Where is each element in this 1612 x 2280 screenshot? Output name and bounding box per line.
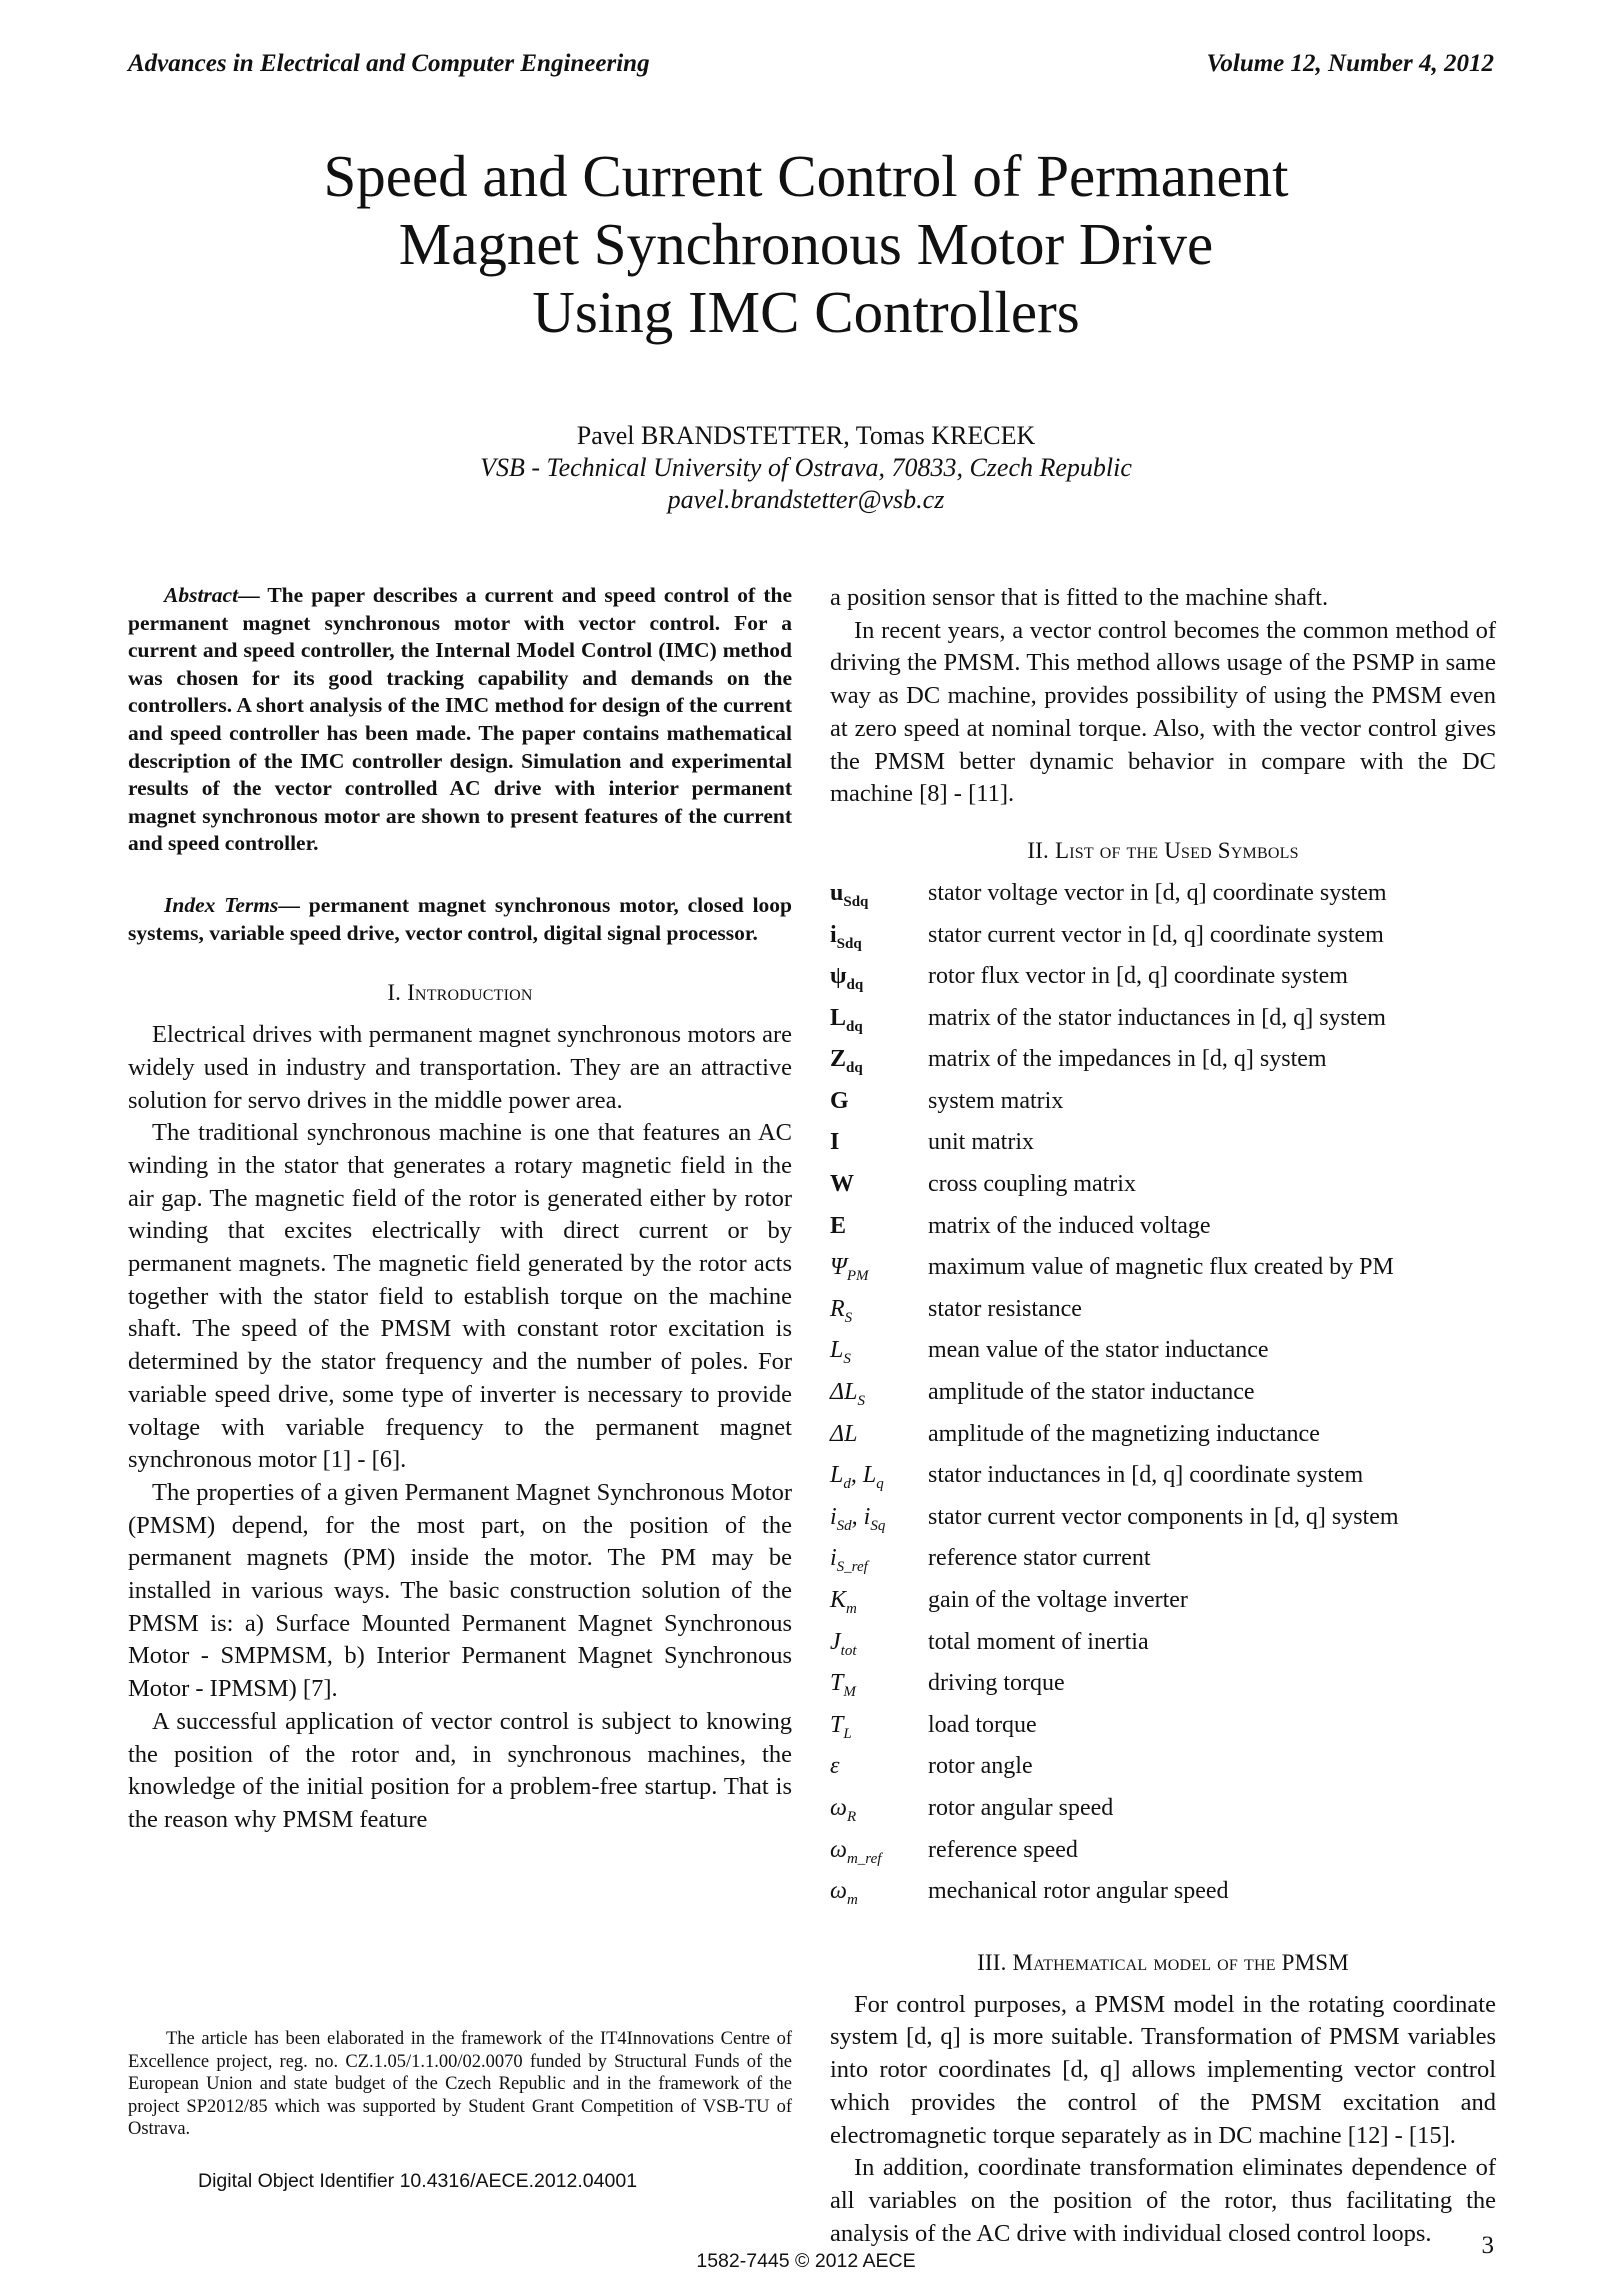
right-column <box>830 582 1496 2250</box>
symbol: G <box>830 1087 849 1114</box>
symbol: $i_{S\_ref}$ <box>830 1545 868 1576</box>
symbol-row <box>830 1002 1496 1044</box>
abstract-text: — The paper describes a current and speed control of the permanent magnet synchronous motor with vector control. For a current and speed controller, the Internal Model Control (IMC) method was chosen for its good tracking capability and demands on the controllers. A short analysis of the IMC method for design of the current and speed controller has been made. The paper contains mathematical description of the IMC controller design. Simulation and experimental results of the vector controlled AC drive with interior permanent magnet synchronous motor are shown to present features of the current and speed controller. <box>128 583 792 856</box>
symbol-definition: matrix of the impedances in [d, q] system <box>928 1046 1327 1073</box>
doi[interactable]: Digital Object Identifier 10.4316/AECE.2012.04001 <box>198 2170 638 2192</box>
symbol-definition: maximum value of magnetic flux created by PM <box>928 1254 1394 1281</box>
symbol: $L_S$ <box>830 1337 851 1368</box>
symbol-definition: stator current vector components in [d, q] system <box>928 1503 1399 1530</box>
symbol: $J_{tot}$ <box>830 1628 857 1659</box>
symbol-definition: matrix of the stator inductances in [d, q] system <box>928 1004 1386 1031</box>
symbol-definition: gain of the voltage inverter <box>928 1587 1188 1614</box>
paper-title <box>0 142 1612 346</box>
symbol: ΔL <box>830 1420 858 1447</box>
symbol-row <box>830 1210 1496 1252</box>
symbol: $i_{Sdq}$ <box>830 921 862 952</box>
symbol-row <box>830 1875 1496 1917</box>
symbol-definition: stator resistance <box>928 1295 1082 1322</box>
symbol-row <box>830 1750 1496 1792</box>
journal-name: Advances in Electrical and Computer Engineering <box>128 50 650 77</box>
symbol-row <box>830 1251 1496 1293</box>
volume-info: Volume 12, Number 4, 2012 <box>1206 50 1494 77</box>
index-terms <box>128 892 792 947</box>
symbol: ε <box>830 1753 840 1780</box>
symbol-row <box>830 1709 1496 1751</box>
symbol-definition: rotor angular speed <box>928 1794 1114 1821</box>
symbol-row <box>830 1376 1496 1418</box>
symbol-definition: matrix of the induced voltage <box>928 1212 1211 1239</box>
symbol-row <box>830 1418 1496 1460</box>
author-block <box>0 420 1612 516</box>
symbol-definition: cross coupling matrix <box>928 1171 1136 1198</box>
symbol: $L_d$, $L_q$ <box>830 1462 884 1493</box>
symbol: $\omega_m$ <box>830 1878 858 1908</box>
title-line: Using IMC Controllers <box>532 279 1080 345</box>
symbol: $R_S$ <box>830 1295 853 1326</box>
symbol-definition: system matrix <box>928 1087 1064 1114</box>
paragraph: The traditional synchronous machine is one that features an AC winding in the stator that generates a rotary magnetic field in the air gap. The magnetic field of the rotor is generated either by rotor winding that excites electrically with direct current or by permanent magnets. The magnetic field generated by the rotor acts together with the stator field to establish torque on the machine shaft. The speed of the PMSM with constant rotor excitation is determined by the stator frequency and the number of poles. For variable speed drive, some type of inverter is necessary to provide voltage with variable frequency to the permanent magnet synchronous motor [1] - [6]. <box>128 1119 792 1474</box>
symbol: E <box>830 1212 847 1239</box>
symbol: $T_L$ <box>830 1711 852 1742</box>
paragraph: In addition, coordinate transformation eliminates dependence of all variables on the position of the rotor, thus facilitating the analysis of the AC drive with individual closed control loops. <box>830 2154 1496 2247</box>
footnote: The article has been elaborated in the framework of the IT4Innovations Centre of Excellence project, reg. no. CZ.1.05/1.1.00/02.0070 funded by Structural Funds of the European Union and state budget of the Czech Republic and in the framework of the project SP2012/85 which was supported by Student Grant Competition of VSB-TU of Ostrava. <box>128 2029 792 2140</box>
title-line: Magnet Synchronous Motor Drive <box>398 211 1214 277</box>
symbol-row <box>830 1501 1496 1543</box>
paragraph-continuation: a position sensor that is fitted to the machine shaft. <box>830 584 1329 611</box>
symbol-definition: driving torque <box>928 1670 1065 1697</box>
symbol-row <box>830 877 1496 919</box>
section-heading-model: III. Mathematical model of the PMSM <box>977 1949 1349 1975</box>
symbol-row <box>830 960 1496 1002</box>
symbol-row <box>830 1126 1496 1168</box>
symbol-definition: mean value of the stator inductance <box>928 1337 1269 1364</box>
symbol: $Z_{dq}$ <box>830 1046 863 1077</box>
symbol: W <box>830 1171 854 1198</box>
symbol-row <box>830 1667 1496 1709</box>
symbol: $\psi_{dq}$ <box>830 963 864 993</box>
author-names: Pavel BRANDSTETTER, Tomas KRECEK <box>576 421 1036 450</box>
symbol-row <box>830 1459 1496 1501</box>
symbol-definition: amplitude of the stator inductance <box>928 1379 1255 1406</box>
left-column <box>128 582 792 1837</box>
page-number: 3 <box>1481 2232 1494 2259</box>
symbol-definition: rotor flux vector in [d, q] coordinate system <box>928 963 1348 990</box>
symbol-definition: reference speed <box>928 1836 1078 1863</box>
symbol-row <box>830 919 1496 961</box>
symbol-definition: amplitude of the magnetizing inductance <box>928 1420 1320 1447</box>
symbol-row <box>830 1085 1496 1127</box>
symbol-row <box>830 1626 1496 1668</box>
symbol: $K_m$ <box>830 1587 857 1617</box>
symbol-definition: unit matrix <box>928 1129 1034 1156</box>
symbol-definition: stator voltage vector in [d, q] coordinate system <box>928 879 1387 906</box>
symbol: $\omega_{m\_ref}$ <box>830 1836 882 1867</box>
symbol: $\Psi_{PM}$ <box>830 1254 869 1285</box>
symbol-row <box>830 1334 1496 1376</box>
symbol-definition: rotor angle <box>928 1753 1033 1780</box>
symbol-row <box>830 1584 1496 1626</box>
abstract <box>128 582 792 858</box>
author-email[interactable]: pavel.brandstetter@vsb.cz <box>667 485 945 514</box>
symbol: $L_{dq}$ <box>830 1004 863 1035</box>
paragraph: A successful application of vector control is subject to knowing the position of the rotor and, in synchronous machines, the knowledge of the initial position for a problem-free startup. That is the reason why PMSM feature <box>128 1707 792 1833</box>
symbol-row <box>830 1792 1496 1834</box>
symbol-row <box>830 1293 1496 1335</box>
paragraph: Electrical drives with permanent magnet synchronous motors are widely used in industry and transportation. They are an attractive solution for servo drives in the middle power area. <box>128 1021 792 1114</box>
symbol-definition: stator current vector in [d, q] coordinate system <box>928 921 1384 948</box>
title-line: Speed and Current Control of Permanent <box>323 143 1289 209</box>
paragraph: For control purposes, a PMSM model in the rotating coordinate system [d, q] is more suitable. Transformation of PMSM variables into rotor coordinates [d, q] allows implementing vector control which provides the control of the PMSM excitation and electromagnetic torque separately as in DC machine [12] - [15]. <box>830 1990 1496 2149</box>
symbol-row <box>830 1043 1496 1085</box>
symbol-definition: load torque <box>928 1711 1037 1738</box>
index-terms-label: Index Terms <box>164 892 279 917</box>
copyright: 1582-7445 © 2012 AECE <box>696 2250 916 2272</box>
symbol: $u_{Sdq}$ <box>830 879 869 910</box>
paragraph: The properties of a given Permanent Magnet Synchronous Motor (PMSM) depend, for the most part, on the position of the permanent magnets (PM) inside the motor. The PM may be installed in various ways. The basic construction solution of the PMSM is: a) Surface Mounted Permanent Magnet Synchronous Motor - SMPMSM, b) Interior Permanent Magnet Synchronous Motor - IPMSM) [7]. <box>128 1478 792 1703</box>
paragraph: In recent years, a vector control becomes the common method of driving the PMSM. This method allows usage of the PSMP in same way as DC machine, provides possibility of using the PMSM even at zero speed at nominal torque. Also, with the vector control gives the PMSM better dynamic behavior in compare with the DC machine [8] - [11]. <box>830 616 1496 808</box>
symbol-definition: total moment of inertia <box>928 1628 1149 1655</box>
symbol-definition: mechanical rotor angular speed <box>928 1878 1229 1905</box>
symbol: $T_M$ <box>830 1670 856 1700</box>
section-heading-introduction: I. Introduction <box>387 980 533 1006</box>
symbol: $\omega_R$ <box>830 1794 857 1825</box>
symbol-row <box>830 1834 1496 1876</box>
section-heading-symbols: II. List of the Used Symbols <box>1027 837 1299 863</box>
abstract-label: Abstract <box>164 583 239 607</box>
symbol-row <box>830 1542 1496 1584</box>
symbol-list <box>830 877 1496 1917</box>
symbol: I <box>830 1129 840 1156</box>
affiliation: VSB - Technical University of Ostrava, 70833, Czech Republic <box>480 453 1132 482</box>
symbol: $\Delta L_S$ <box>830 1379 865 1409</box>
index-terms-text: — permanent magnet synchronous motor, closed loop systems, variable speed drive, vector control, digital signal processor. <box>128 892 792 945</box>
symbol: $i_{Sd}$, $i_{Sq}$ <box>830 1503 886 1534</box>
symbol-row <box>830 1168 1496 1210</box>
symbol-definition: stator inductances in [d, q] coordinate system <box>928 1462 1364 1489</box>
symbol-definition: reference stator current <box>928 1545 1151 1572</box>
